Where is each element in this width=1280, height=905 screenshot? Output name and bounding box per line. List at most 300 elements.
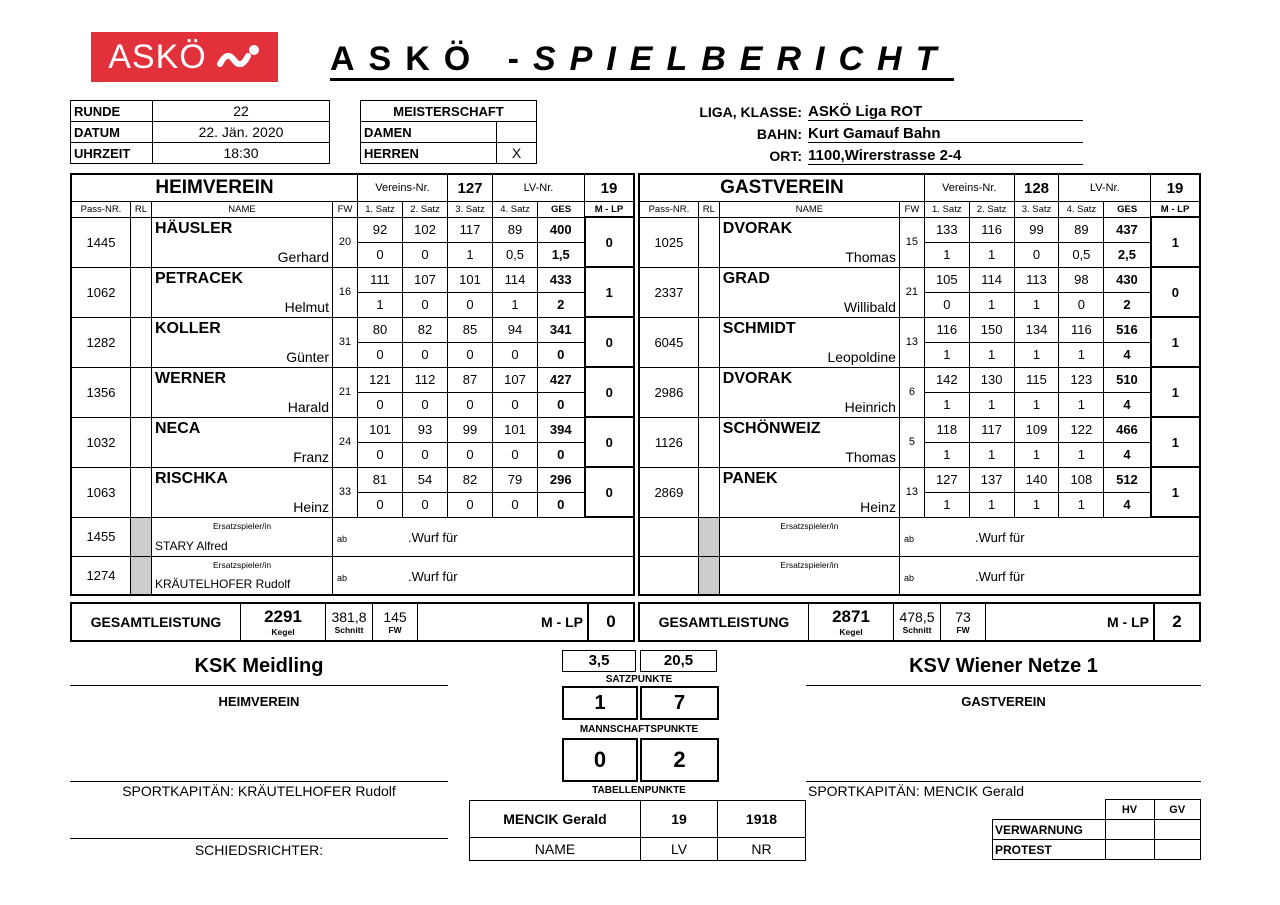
player-satz-point: 0,5 [493, 242, 538, 267]
player-satz-point: 1 [1059, 342, 1104, 367]
player-first-name: Thomas [845, 248, 896, 265]
player-satz-point: 1 [969, 292, 1014, 317]
player-mlp: 0 [585, 467, 635, 517]
guest-col-fw: FW [899, 202, 924, 218]
home-col-mlp: M - LP [585, 202, 635, 218]
player-points-total: 4 [1104, 442, 1151, 467]
player-fw: 21 [899, 267, 924, 317]
damen-mark [497, 122, 537, 143]
player-satz-point: 1 [1059, 492, 1104, 517]
player-last-name: WERNER [155, 369, 227, 387]
substitute-pass-nr: 1274 [71, 556, 131, 595]
player-rl [131, 417, 152, 467]
guest-lv-nr: 19 [1151, 174, 1200, 202]
player-points-total: 0 [538, 342, 585, 367]
guest-col-s3: 3. Satz [1014, 202, 1059, 218]
player-last-name: NECA [155, 419, 201, 437]
player-satz-score: 89 [493, 217, 538, 242]
player-satz-score: 108 [1059, 467, 1104, 492]
player-fw: 33 [333, 467, 358, 517]
player-satz-score: 93 [403, 417, 448, 442]
player-pass-nr: 2337 [639, 267, 698, 317]
player-fw: 21 [333, 367, 358, 417]
player-satz-score: 94 [493, 317, 538, 342]
substitute-name-cell [719, 517, 899, 556]
player-fw: 16 [333, 267, 358, 317]
verwarnung-hv [1105, 820, 1154, 840]
player-name [719, 467, 899, 517]
player-satz-score: 54 [403, 467, 448, 492]
player-satz-point: 0 [448, 392, 493, 417]
player-fw: 6 [899, 367, 924, 417]
guest-title: GASTVEREIN [639, 174, 924, 202]
player-satz-score: 133 [924, 217, 969, 242]
schiedsrichter-line [70, 838, 448, 839]
home-col-rl: RL [131, 202, 152, 218]
player-pass-nr: 1126 [639, 417, 698, 467]
player-satz-point: 1 [1014, 342, 1059, 367]
player-mlp: 0 [585, 367, 635, 417]
referee-nr: 1918 [718, 801, 806, 838]
player-satz-score: 121 [358, 367, 403, 392]
player-satz-point: 0 [493, 342, 538, 367]
player-satz-point: 0 [403, 442, 448, 467]
home-team-table [70, 173, 635, 596]
player-first-name: Heinrich [844, 398, 896, 415]
player-last-name: GRAD [722, 269, 770, 287]
player-satz-point: 1 [924, 242, 969, 267]
meisterschaft-table [360, 100, 537, 164]
player-satz-point: 1 [493, 292, 538, 317]
protest-hv [1105, 840, 1154, 860]
player-rl [698, 317, 719, 367]
player-last-name: DVORAK [722, 219, 793, 237]
player-satz-score: 101 [493, 417, 538, 442]
substitute-info: ab .Wurf für [899, 517, 1200, 556]
player-mlp: 0 [1151, 267, 1200, 317]
player-satz-point: 0 [403, 242, 448, 267]
player-satz-score: 98 [1059, 267, 1104, 292]
player-satz-point: 1 [1059, 442, 1104, 467]
player-satz-point: 1 [969, 492, 1014, 517]
player-name [719, 417, 899, 467]
player-name [152, 367, 333, 417]
home-team-section [70, 173, 635, 596]
player-satz-score: 127 [924, 467, 969, 492]
player-satz-point: 1 [969, 242, 1014, 267]
home-col-s4: 4. Satz [493, 202, 538, 218]
player-satz-point: 0 [358, 242, 403, 267]
player-satz-score: 150 [969, 317, 1014, 342]
guest-col-s1: 1. Satz [924, 202, 969, 218]
guest-col-ges: GES [1104, 202, 1151, 218]
herren-mark: X [497, 143, 537, 164]
player-satz-point: 1 [969, 342, 1014, 367]
home-col-s3: 3. Satz [448, 202, 493, 218]
home-title: HEIMVEREIN [71, 174, 358, 202]
guest-col-mlp: M - LP [1151, 202, 1200, 218]
substitute-row [71, 556, 634, 595]
player-pass-nr: 1445 [71, 217, 131, 267]
player-fw: 15 [899, 217, 924, 267]
player-satz-point: 1 [1014, 392, 1059, 417]
player-ges: 430 [1104, 267, 1151, 292]
player-satz-point: 0 [358, 342, 403, 367]
home-total-schnitt: 381,8 Schnitt [326, 603, 373, 641]
player-satz-point: 0 [403, 392, 448, 417]
guest-team-name: KSV Wiener Netze 1 [909, 655, 1098, 677]
player-satz-score: 89 [1059, 217, 1104, 242]
player-satz-point: 0 [358, 492, 403, 517]
player-fw: 13 [899, 317, 924, 367]
player-satz-score: 82 [403, 317, 448, 342]
player-satz-score: 116 [969, 217, 1014, 242]
bahn-label: BAHN: [756, 126, 802, 142]
player-ges: 341 [538, 317, 585, 342]
home-col-s1: 1. Satz [358, 202, 403, 218]
home-total-table [70, 602, 635, 642]
player-name [719, 217, 899, 267]
player-row [71, 367, 634, 392]
player-satz-score: 102 [403, 217, 448, 242]
substitute-rl [698, 556, 719, 595]
player-points-total: 4 [1104, 392, 1151, 417]
player-satz-point: 1 [924, 342, 969, 367]
player-satz-point: 1 [1059, 392, 1104, 417]
mann-home: 1 [562, 686, 638, 720]
player-mlp: 1 [1151, 317, 1200, 367]
datum-label: DATUM [71, 122, 153, 143]
guest-vereins-nr: 128 [1014, 174, 1059, 202]
player-rl [131, 467, 152, 517]
player-satz-score: 80 [358, 317, 403, 342]
player-pass-nr: 1025 [639, 217, 698, 267]
datum-value: 22. Jän. 2020 [153, 122, 330, 143]
protest-label: PROTEST [993, 840, 1106, 860]
player-satz-score: 114 [969, 267, 1014, 292]
player-ges: 427 [538, 367, 585, 392]
substitute-rl [698, 517, 719, 556]
substitute-row [639, 517, 1200, 556]
hv-header: HV [1105, 800, 1154, 820]
player-first-name: Harald [287, 398, 329, 415]
satz-home: 3,5 [562, 650, 636, 672]
player-satz-score: 99 [1014, 217, 1059, 242]
player-last-name: DVORAK [722, 369, 793, 387]
substitute-info: ab .Wurf für [899, 556, 1200, 595]
player-satz-score: 122 [1059, 417, 1104, 442]
player-first-name: Willibald [843, 298, 896, 315]
schiedsrichter-label: SCHIEDSRICHTER: [194, 842, 324, 858]
uhrzeit-label: UHRZEIT [71, 143, 153, 164]
player-mlp: 1 [1151, 467, 1200, 517]
player-mlp: 0 [585, 217, 635, 267]
player-row [71, 267, 634, 292]
player-first-name: Günter [286, 348, 329, 365]
guest-name-line [806, 685, 1201, 686]
player-last-name: PANEK [722, 469, 778, 487]
player-fw: 24 [333, 417, 358, 467]
home-col-fw: FW [333, 202, 358, 218]
player-satz-point: 0 [493, 492, 538, 517]
meisterschaft-header: MEISTERSCHAFT [361, 101, 537, 122]
player-row [639, 467, 1200, 492]
player-row [639, 367, 1200, 392]
player-rl [698, 267, 719, 317]
player-rl [698, 467, 719, 517]
referee-lv-label: LV [641, 838, 718, 861]
player-satz-score: 107 [493, 367, 538, 392]
home-total-kegel: 2291 Kegel [241, 603, 326, 641]
player-ges: 394 [538, 417, 585, 442]
player-ges: 512 [1104, 467, 1151, 492]
referee-table [469, 800, 806, 861]
guest-gesamt-label: GESAMTLEISTUNG [639, 603, 809, 641]
guest-total-fw: 73 FW [941, 603, 986, 641]
player-pass-nr: 1032 [71, 417, 131, 467]
player-rl [698, 367, 719, 417]
satzpunkte-label: SATZPUNKTE [605, 674, 673, 685]
player-row [71, 217, 634, 242]
player-satz-score: 79 [493, 467, 538, 492]
substitute-pass-nr: 1455 [71, 517, 131, 556]
player-satz-score: 87 [448, 367, 493, 392]
player-satz-point: 0 [448, 492, 493, 517]
home-total-fw: 145 FW [373, 603, 418, 641]
home-kapitan-line [70, 781, 448, 782]
logo-text: ASKÖ [108, 37, 207, 76]
league-info [565, 101, 1083, 167]
guest-vereins-label: Vereins-Nr. [924, 174, 1014, 202]
player-row [639, 317, 1200, 342]
guest-col-rl: RL [698, 202, 719, 218]
player-pass-nr: 1062 [71, 267, 131, 317]
ort-value: 1100,Wirerstrasse 2-4 [808, 147, 1083, 165]
verwarnung-gv [1154, 820, 1201, 840]
player-satz-point: 1 [1014, 292, 1059, 317]
player-satz-score: 130 [969, 367, 1014, 392]
player-pass-nr: 6045 [639, 317, 698, 367]
player-satz-score: 134 [1014, 317, 1059, 342]
player-satz-score: 107 [403, 267, 448, 292]
player-satz-point: 0 [403, 492, 448, 517]
player-satz-score: 105 [924, 267, 969, 292]
player-last-name: SCHÖNWEIZ [722, 419, 821, 437]
home-col-name: NAME [152, 202, 333, 218]
guest-col-pass: Pass-NR. [639, 202, 698, 218]
player-satz-point: 1 [924, 392, 969, 417]
player-rl [698, 417, 719, 467]
ersatz-caption: Ersatzspieler/in [212, 559, 272, 570]
player-name [152, 217, 333, 267]
protest-gv [1154, 840, 1201, 860]
player-first-name: Franz [293, 448, 329, 465]
player-satz-score: 109 [1014, 417, 1059, 442]
tab-guest: 2 [640, 738, 719, 782]
player-ges: 516 [1104, 317, 1151, 342]
player-row [639, 267, 1200, 292]
player-ges: 437 [1104, 217, 1151, 242]
uhrzeit-value: 18:30 [153, 143, 330, 164]
player-name [152, 267, 333, 317]
home-col-ges: GES [538, 202, 585, 218]
home-total-mlp: 0 [588, 603, 634, 641]
player-pass-nr: 1356 [71, 367, 131, 417]
player-mlp: 1 [1151, 417, 1200, 467]
player-satz-score: 101 [358, 417, 403, 442]
player-points-total: 2 [538, 292, 585, 317]
player-points-total: 4 [1104, 492, 1151, 517]
player-pass-nr: 2869 [639, 467, 698, 517]
player-satz-score: 137 [969, 467, 1014, 492]
player-rl [131, 317, 152, 367]
player-satz-point: 0 [448, 342, 493, 367]
player-satz-score: 82 [448, 467, 493, 492]
player-row [71, 317, 634, 342]
player-satz-point: 0 [403, 342, 448, 367]
guest-team-table [638, 173, 1201, 596]
player-satz-score: 116 [1059, 317, 1104, 342]
home-lv-label: LV-Nr. [493, 174, 585, 202]
player-satz-point: 0 [1059, 292, 1104, 317]
mann-guest: 7 [640, 686, 719, 720]
guest-col-s2: 2. Satz [969, 202, 1014, 218]
match-info-table [70, 100, 330, 164]
player-satz-point: 0 [924, 292, 969, 317]
guest-col-s4: 4. Satz [1059, 202, 1104, 218]
gv-header: GV [1154, 800, 1201, 820]
liga-label: LIGA, KLASSE: [699, 104, 802, 120]
home-gesamt-label: GESAMTLEISTUNG [71, 603, 241, 641]
verwarnung-label: VERWARNUNG [993, 820, 1106, 840]
player-rl [131, 367, 152, 417]
substitute-pass-nr [639, 556, 698, 595]
home-vereins-nr: 127 [448, 174, 493, 202]
player-name [152, 417, 333, 467]
player-satz-point: 0 [403, 292, 448, 317]
player-satz-score: 113 [1014, 267, 1059, 292]
player-ges: 466 [1104, 417, 1151, 442]
player-satz-score: 118 [924, 417, 969, 442]
player-satz-point: 1 [358, 292, 403, 317]
player-last-name: KOLLER [155, 319, 221, 337]
guest-kapitan-line [806, 781, 1201, 782]
player-row [639, 417, 1200, 442]
player-satz-score: 142 [924, 367, 969, 392]
home-col-pass: Pass-NR. [71, 202, 131, 218]
player-satz-score: 92 [358, 217, 403, 242]
player-satz-score: 115 [1014, 367, 1059, 392]
player-ges: 433 [538, 267, 585, 292]
player-satz-score: 85 [448, 317, 493, 342]
player-satz-score: 111 [358, 267, 403, 292]
player-points-total: 2 [1104, 292, 1151, 317]
home-kapitan: SPORTKAPITÄN: KRÄUTELHOFER Rudolf [122, 783, 396, 799]
player-points-total: 1,5 [538, 242, 585, 267]
player-last-name: RISCHKA [155, 469, 228, 487]
player-satz-score: 99 [448, 417, 493, 442]
player-rl [131, 267, 152, 317]
substitute-row [71, 517, 634, 556]
player-first-name: Helmut [284, 298, 329, 315]
substitute-pass-nr [639, 517, 698, 556]
player-row [639, 217, 1200, 242]
guest-total-kegel: 2871 Kegel [809, 603, 894, 641]
warnings-table [992, 799, 1201, 860]
mannschaftspunkte-label: MANNSCHAFTSPUNKTE [579, 724, 699, 735]
home-total-mlp-label: M - LP [418, 603, 589, 641]
asko-logo [91, 32, 278, 82]
player-satz-point: 1 [924, 442, 969, 467]
player-fw: 31 [333, 317, 358, 367]
herren-label: HERREN [361, 143, 497, 164]
substitute-name-cell [152, 517, 333, 556]
player-first-name: Leopoldine [827, 348, 896, 365]
ersatz-caption: Ersatzspieler/in [212, 520, 272, 531]
player-satz-point: 1 [969, 392, 1014, 417]
player-points-total: 2,5 [1104, 242, 1151, 267]
player-satz-point: 0 [448, 442, 493, 467]
player-ges: 510 [1104, 367, 1151, 392]
player-satz-point: 0 [1014, 242, 1059, 267]
player-points-total: 0 [538, 392, 585, 417]
referee-name-label: NAME [470, 838, 641, 861]
home-col-s2: 2. Satz [403, 202, 448, 218]
referee-lv: 19 [641, 801, 718, 838]
player-satz-point: 0 [358, 442, 403, 467]
player-satz-point: 1 [1014, 442, 1059, 467]
player-mlp: 1 [1151, 217, 1200, 267]
guest-total-schnitt: 478,5 Schnitt [894, 603, 941, 641]
player-rl [131, 217, 152, 267]
player-rl [698, 217, 719, 267]
player-satz-score: 123 [1059, 367, 1104, 392]
player-name [152, 317, 333, 367]
player-satz-point: 0 [448, 292, 493, 317]
player-last-name: PETRACEK [155, 269, 244, 287]
tab-home: 0 [562, 738, 638, 782]
player-satz-point: 0 [493, 442, 538, 467]
guest-team-section [638, 173, 1201, 596]
player-points-total: 0 [538, 442, 585, 467]
home-heimverein-caption: HEIMVEREIN [218, 694, 300, 709]
substitute-rl [131, 517, 152, 556]
player-satz-point: 0 [493, 392, 538, 417]
player-last-name: HÄUSLER [155, 219, 233, 237]
player-satz-score: 81 [358, 467, 403, 492]
player-fw: 20 [333, 217, 358, 267]
substitute-row [639, 556, 1200, 595]
substitute-name-cell [719, 556, 899, 595]
guest-gastverein-caption: GASTVEREIN [961, 694, 1046, 709]
home-vereins-label: Vereins-Nr. [358, 174, 448, 202]
player-ges: 400 [538, 217, 585, 242]
referee-name: MENCIK Gerald [470, 801, 641, 838]
player-row [71, 417, 634, 442]
ersatz-caption: Ersatzspieler/in [780, 520, 839, 531]
player-name [719, 267, 899, 317]
home-lv-nr: 19 [585, 174, 635, 202]
home-team-name: KSK Meidling [194, 655, 324, 677]
tabellenpunkte-label: TABELLENPUNKTE [592, 785, 686, 796]
player-mlp: 0 [585, 417, 635, 467]
player-first-name: Heinz [293, 498, 329, 515]
player-first-name: Gerhard [277, 248, 329, 265]
player-satz-score: 114 [493, 267, 538, 292]
player-satz-score: 116 [924, 317, 969, 342]
player-satz-score: 112 [403, 367, 448, 392]
ersatz-caption: Ersatzspieler/in [780, 559, 839, 570]
